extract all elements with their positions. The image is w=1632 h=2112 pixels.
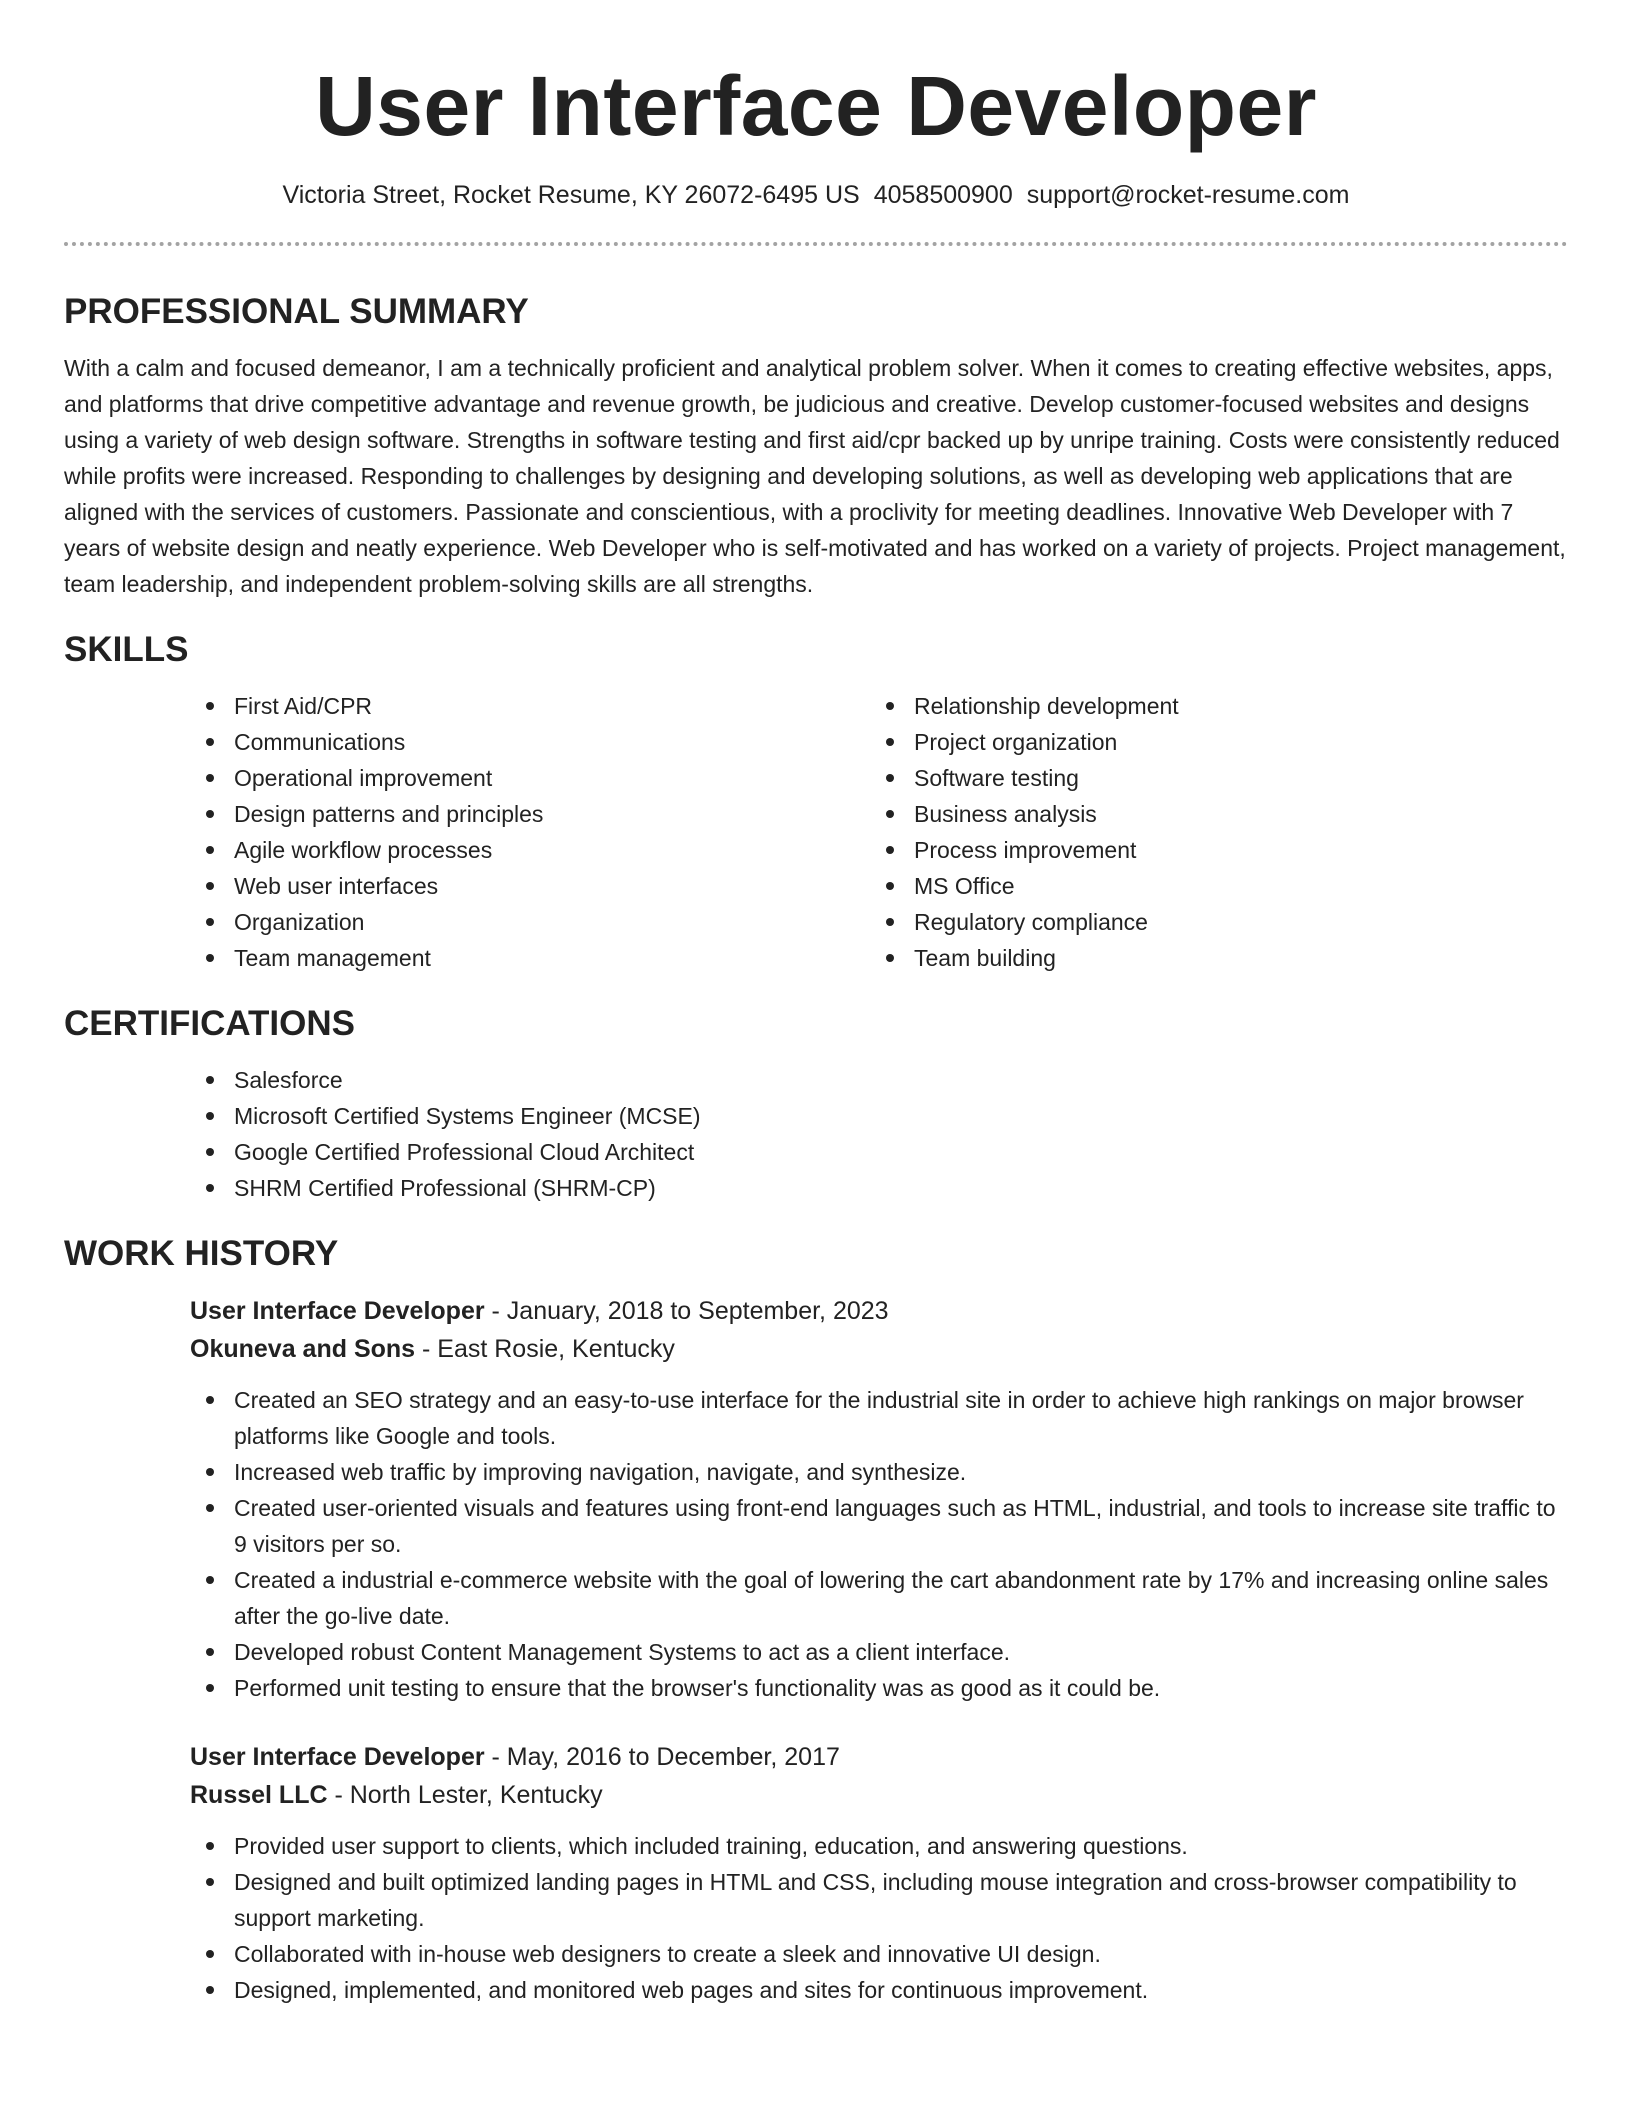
skill-item: Project organization [870, 724, 1550, 760]
certification-item: Salesforce [190, 1062, 1568, 1098]
job-role: User Interface Developer [190, 1297, 485, 1325]
job-bullet: Created a industrial e-commerce website with the goal of lowering the cart abandonment rate by 17% and increasing online sales after the go-live date. [190, 1562, 1568, 1634]
job-dates: - January, 2018 to September, 2023 [484, 1297, 889, 1325]
skills-heading: SKILLS [64, 630, 189, 669]
job-role: User Interface Developer [190, 1743, 485, 1771]
job-bullet: Performed unit testing to ensure that the browser's functionality was as good as it could be. [190, 1670, 1568, 1706]
job-bullet: Developed robust Content Management Systems to act as a client interface. [190, 1634, 1568, 1670]
job-entry [190, 1292, 1568, 1368]
skill-item: Agile workflow processes [190, 832, 870, 868]
job-location: - North Lester, Kentucky [327, 1781, 603, 1809]
contact-address: Victoria Street, Rocket Resume, KY 26072-6495 US [282, 181, 860, 209]
skill-item: Relationship development [870, 688, 1550, 724]
contact-line [64, 178, 1568, 212]
skill-item: Communications [190, 724, 870, 760]
skill-item: Operational improvement [190, 760, 870, 796]
skill-item: Web user interfaces [190, 868, 870, 904]
job-company: Okuneva and Sons [190, 1335, 416, 1363]
certification-item: Google Certified Professional Cloud Architect [190, 1134, 1568, 1170]
skills-list [190, 688, 1568, 976]
job-bullet: Designed and built optimized landing pages in HTML and CSS, including mouse integration and cross-browser compatibility to support marketing. [190, 1864, 1568, 1936]
job-title-line [190, 1292, 1568, 1330]
job-bullets [190, 1382, 1568, 1706]
contact-phone: 4058500900 [873, 181, 1013, 209]
summary-heading: PROFESSIONAL SUMMARY [64, 292, 529, 331]
job-location: - East Rosie, Kentucky [415, 1335, 675, 1363]
job-bullet: Designed, implemented, and monitored web pages and sites for continuous improvement. [190, 1972, 1568, 2008]
certification-item: SHRM Certified Professional (SHRM-CP) [190, 1170, 1568, 1206]
certification-item: Microsoft Certified Systems Engineer (MCSE) [190, 1098, 1568, 1134]
skill-item: Software testing [870, 760, 1550, 796]
skill-item: MS Office [870, 868, 1550, 904]
job-bullet: Increased web traffic by improving navigation, navigate, and synthesize. [190, 1454, 1568, 1490]
resume-page [64, 0, 1568, 2008]
job-bullet: Created an SEO strategy and an easy-to-use interface for the industrial site in order to achieve high rankings on major browser platforms like Google and tools. [190, 1382, 1568, 1454]
certifications-list [190, 1062, 1568, 1206]
job-company: Russel LLC [190, 1781, 328, 1809]
job-dates: - May, 2016 to December, 2017 [484, 1743, 840, 1771]
job-bullet: Collaborated with in-house web designers to create a sleek and innovative UI design. [190, 1936, 1568, 1972]
certifications-heading: CERTIFICATIONS [64, 1004, 356, 1043]
job-bullet: Created user-oriented visuals and features using front-end languages such as HTML, industrial, and tools to increase site traffic to 9 visitors per so. [190, 1490, 1568, 1562]
skill-item: Business analysis [870, 796, 1550, 832]
job-company-line [190, 1776, 1568, 1814]
skill-item: Team management [190, 940, 870, 976]
skill-item: Organization [190, 904, 870, 940]
job-company-line [190, 1330, 1568, 1368]
skills-column-right [870, 688, 1550, 976]
job-entry [190, 1738, 1568, 1814]
skill-item: Regulatory compliance [870, 904, 1550, 940]
job-bullets [190, 1828, 1568, 2008]
header-divider [64, 242, 1568, 246]
skill-item: Process improvement [870, 832, 1550, 868]
contact-email: support@rocket-resume.com [1026, 181, 1350, 209]
skill-item: Design patterns and principles [190, 796, 870, 832]
summary-text: With a calm and focused demeanor, I am a technically proficient and analytical problem solver. When it comes to creating effective websites, apps, and platforms that drive competitive advantage and revenue growth, be judicious and creative. Develop customer-focused websites and designs using a variety of web design software. Strengths in software testing and first aid/cpr backed up by unripe training. Costs were consistently reduced while profits were increased. Responding to challenges by designing and developing solutions, as well as developing web applications that are aligned with the services of customers. Passionate and conscientious, with a proclivity for meeting deadlines. Innovative Web Developer with 7 years of website design and neatly experience. Web Developer who is self-motivated and has worked on a variety of projects. Project management, team leadership, and independent problem-solving skills are all strengths. [64, 355, 1566, 597]
job-title-line [190, 1738, 1568, 1776]
skill-item: First Aid/CPR [190, 688, 870, 724]
work-history-heading: WORK HISTORY [64, 1234, 339, 1273]
job-bullet: Provided user support to clients, which included training, education, and answering questions. [190, 1828, 1568, 1864]
resume-title: User Interface Developer [315, 59, 1317, 153]
skill-item: Team building [870, 940, 1550, 976]
skills-column-left [190, 688, 870, 976]
